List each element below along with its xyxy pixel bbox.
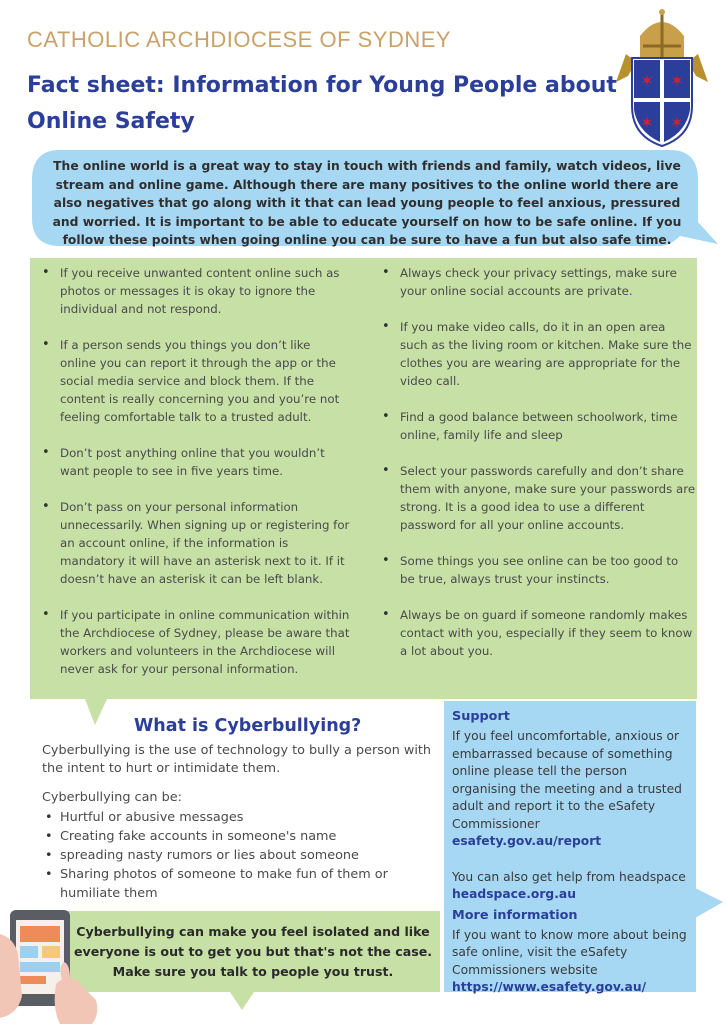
intro-text: The online world is a great way to stay in touch with friends and family, watch videos, live stream and online game. Although there are many positives to the online world there are also negatives that go along with it that can lead young people to feel anxious, pressured and worried. It is important to be able to educate yourself on how to be safe online. If you follow these points when going online you can be sure to have a fun but also safe time. [52, 159, 682, 248]
support-panel-tail [695, 888, 723, 918]
cyberbullying-definition: Cyberbullying is the use of technology to bully a person with the intent to hurt or intimidate them. [42, 743, 432, 776]
tip-item: • Don’t post anything online that you wouldn’t want people to see in five years time. [32, 444, 350, 480]
headspace-text: You can also get help from headspace [452, 869, 686, 884]
organization-name: CATHOLIC ARCHDIOCESE OF SYDNEY [27, 27, 452, 52]
tip-item: • Don’t pass on your personal information unnecessarily. When signing up or registering for an account online, if the information is mandatory it will have an asterisk next to it. If it doesn’t have an asterisk it can be left blank. [32, 498, 350, 588]
svg-text:✶: ✶ [670, 113, 684, 132]
support-panel [444, 701, 696, 992]
tip-item: • Always check your privacy settings, make sure your online social accounts are private. [372, 264, 696, 300]
support-heading: Support [452, 709, 510, 724]
tip-item: • Some things you see online can be too good to be true, always trust your instincts. [372, 552, 696, 588]
cyberbullying-examples [42, 808, 412, 903]
archdiocese-crest-icon [612, 6, 712, 148]
more-information-heading: More information [452, 907, 578, 923]
cyberbullying-example: • spreading nasty rumors or lies about someone [42, 846, 412, 865]
tips-left-column [32, 264, 350, 696]
cyberbullying-note: Cyberbullying can make you feel isolated and like everyone is out to get you but that's not the case. Make sure you talk to people you trust. [73, 924, 433, 979]
tips-right-column [372, 264, 696, 678]
tip-item: • Always be on guard if someone randomly makes contact with you, especially if they seem to know a lot about you. [372, 606, 696, 660]
svg-text:✶: ✶ [640, 71, 654, 90]
headspace-link[interactable]: headspace.org.au [452, 887, 576, 901]
svg-text:✶: ✶ [640, 113, 654, 132]
page-title: Fact sheet: Information for Young People about Online Safety [27, 73, 617, 134]
tablet-hands-icon [0, 904, 104, 1024]
cyberbullying-example: • Hurtful or abusive messages [42, 808, 412, 827]
esafety-website-link[interactable]: https://www.esafety.gov.au/ [452, 980, 647, 994]
tip-item: • If you participate in online communication within the Archdiocese of Sydney, please be aware that workers and volunteers in the Archdiocese will never ask for your personal information. [32, 606, 350, 678]
cyberbullying-heading: What is Cyberbullying? [134, 716, 362, 736]
tip-item: • Select your passwords carefully and don’t share them with anyone, make sure your passwords are strong. It is a good idea to use a different password for all your online accounts. [372, 462, 696, 534]
tip-item: • If you make video calls, do it in an open area such as the living room or kitchen. Make sure the clothes you are wearing are appropriate for the video call. [372, 318, 696, 390]
cyberbullying-example: • Sharing photos of someone to make fun of them or humiliate them [42, 865, 412, 903]
cyberbullying-can-be-label: Cyberbullying can be: [42, 790, 182, 805]
esafety-report-link[interactable]: esafety.gov.au/report [452, 834, 602, 848]
support-text: If you feel uncomfortable, anxious or embarrassed because of something online please tell the person organising the meeting and a trusted adult and report it to the eSafety Commissioner [452, 729, 682, 831]
note-panel-tail [230, 992, 254, 1010]
tip-item: • Find a good balance between schoolwork, time online, family life and sleep [372, 408, 696, 444]
tip-item: • If a person sends you things you don’t like online you can report it through the app or the social media service and block them. If the content is really concerning you and you’re not feeling comfortable talk to a trusted adult. [32, 336, 350, 426]
svg-text:✶: ✶ [670, 71, 684, 90]
tips-panel-tail [85, 699, 107, 725]
tip-item: • If you receive unwanted content online such as photos or messages it is okay to ignore the individual and not respond. [32, 264, 350, 318]
cyberbullying-example: • Creating fake accounts in someone's name [42, 827, 412, 846]
more-information-text: If you want to know more about being safe online, visit the eSafety Commissioners website [452, 927, 687, 977]
